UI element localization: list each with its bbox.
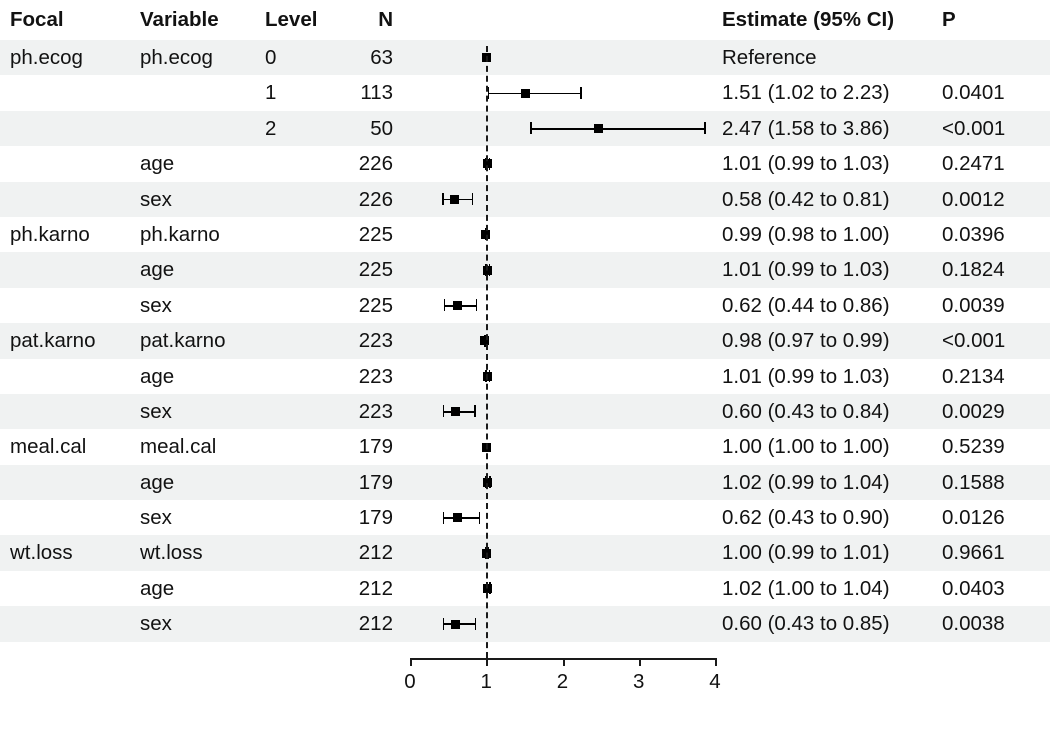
cell-level: 2 bbox=[265, 116, 277, 140]
table-row bbox=[0, 429, 1050, 464]
ci-plot-cell bbox=[410, 465, 715, 500]
cell-n: 179 bbox=[358, 470, 393, 494]
ci-cap-upper bbox=[479, 512, 481, 524]
cell-estimate: 1.01 (0.99 to 1.03) bbox=[722, 258, 890, 282]
axis-tick bbox=[410, 658, 412, 666]
ci-plot-cell bbox=[410, 217, 715, 252]
cell-variable: sex bbox=[140, 399, 172, 423]
cell-n: 225 bbox=[358, 222, 393, 246]
cell-p: <0.001 bbox=[942, 116, 1006, 140]
cell-n: 226 bbox=[358, 187, 393, 211]
cell-variable: pat.karno bbox=[140, 329, 226, 353]
estimate-marker bbox=[453, 513, 462, 522]
table-row bbox=[0, 217, 1050, 252]
cell-variable: age bbox=[140, 470, 175, 494]
table-row bbox=[0, 359, 1050, 394]
table-row bbox=[0, 500, 1050, 535]
cell-variable: wt.loss bbox=[140, 541, 203, 565]
cell-n: 223 bbox=[358, 364, 393, 388]
cell-focal: ph.karno bbox=[10, 222, 90, 246]
estimate-marker bbox=[451, 407, 460, 416]
axis-tick-label: 4 bbox=[709, 669, 721, 693]
cell-p: 0.2134 bbox=[942, 364, 1005, 388]
cell-variable: meal.cal bbox=[140, 435, 217, 459]
cell-estimate: 1.02 (0.99 to 1.04) bbox=[722, 470, 890, 494]
ci-cap-upper bbox=[580, 87, 582, 99]
ci-cap-lower bbox=[443, 512, 445, 524]
ci-plot-cell bbox=[410, 429, 715, 464]
table-row bbox=[0, 146, 1050, 181]
cell-variable: sex bbox=[140, 612, 172, 636]
reference-line bbox=[486, 46, 488, 658]
cell-variable: sex bbox=[140, 293, 172, 317]
ci-cap-upper bbox=[704, 122, 706, 134]
cell-focal: wt.loss bbox=[10, 541, 73, 565]
ci-plot-cell bbox=[410, 535, 715, 570]
axis-tick bbox=[563, 658, 565, 666]
cell-n: 63 bbox=[370, 46, 393, 69]
cell-variable: age bbox=[140, 576, 175, 600]
cell-n: 212 bbox=[358, 612, 393, 636]
table-row bbox=[0, 465, 1050, 500]
cell-p: 0.0401 bbox=[942, 81, 1005, 105]
cell-n: 212 bbox=[358, 576, 393, 600]
cell-estimate: 2.47 (1.58 to 3.86) bbox=[722, 116, 890, 140]
cell-n: 223 bbox=[358, 329, 393, 353]
table-row bbox=[0, 571, 1050, 606]
ci-plot-cell bbox=[410, 571, 715, 606]
cell-n: 225 bbox=[358, 258, 393, 282]
axis-tick-label: 1 bbox=[480, 669, 492, 693]
estimate-marker bbox=[451, 620, 460, 629]
cell-estimate: 0.60 (0.43 to 0.85) bbox=[722, 612, 890, 636]
estimate-marker bbox=[594, 124, 603, 133]
ci-plot-cell bbox=[410, 111, 715, 146]
ci-cap-lower bbox=[530, 122, 532, 134]
cell-level: 0 bbox=[265, 46, 277, 69]
cell-p: 0.0126 bbox=[942, 506, 1005, 530]
cell-variable: age bbox=[140, 152, 175, 176]
cell-variable: age bbox=[140, 258, 175, 282]
estimate-marker bbox=[450, 195, 459, 204]
cell-p: 0.1824 bbox=[942, 258, 1005, 282]
table-header-row bbox=[0, 0, 1050, 40]
ci-plot-cell bbox=[410, 500, 715, 535]
table-row bbox=[0, 606, 1050, 641]
cell-variable: sex bbox=[140, 187, 172, 211]
table-row bbox=[0, 535, 1050, 570]
cell-p: 0.0029 bbox=[942, 399, 1005, 423]
cell-focal: meal.cal bbox=[10, 435, 87, 459]
column-header-estimate: Estimate (95% CI) bbox=[722, 8, 895, 31]
ci-whisker bbox=[530, 128, 704, 130]
ci-plot-cell bbox=[410, 252, 715, 287]
cell-estimate: Reference bbox=[722, 46, 817, 69]
ci-plot-cell bbox=[410, 182, 715, 217]
x-axis bbox=[0, 658, 1050, 718]
cell-level: 1 bbox=[265, 81, 277, 105]
cell-p: 0.9661 bbox=[942, 541, 1005, 565]
ci-plot-cell bbox=[410, 146, 715, 181]
table-row bbox=[0, 323, 1050, 358]
cell-p: 0.0403 bbox=[942, 576, 1005, 600]
ci-cap-upper bbox=[474, 405, 476, 417]
axis-tick bbox=[639, 658, 641, 666]
cell-estimate: 1.02 (1.00 to 1.04) bbox=[722, 576, 890, 600]
column-header-level: Level bbox=[265, 8, 318, 31]
cell-variable: sex bbox=[140, 506, 172, 530]
axis-tick bbox=[486, 658, 488, 666]
ci-whisker bbox=[488, 93, 580, 95]
column-header-n: N bbox=[378, 8, 393, 31]
table-row bbox=[0, 182, 1050, 217]
ci-plot-cell bbox=[410, 323, 715, 358]
estimate-marker bbox=[521, 89, 530, 98]
cell-n: 223 bbox=[358, 399, 393, 423]
column-header-variable: Variable bbox=[140, 8, 219, 31]
ci-cap-upper bbox=[476, 299, 478, 311]
cell-estimate: 1.00 (0.99 to 1.01) bbox=[722, 541, 890, 565]
cell-p: 0.2471 bbox=[942, 152, 1005, 176]
column-header-p: P bbox=[942, 8, 956, 31]
ci-cap-lower bbox=[444, 299, 446, 311]
estimate-marker bbox=[453, 301, 462, 310]
cell-p: 0.1588 bbox=[942, 470, 1005, 494]
cell-variable: age bbox=[140, 364, 175, 388]
ci-plot-cell bbox=[410, 40, 715, 75]
cell-estimate: 0.60 (0.43 to 0.84) bbox=[722, 399, 890, 423]
ci-plot-cell bbox=[410, 394, 715, 429]
cell-n: 50 bbox=[370, 116, 393, 140]
cell-p: 0.0038 bbox=[942, 612, 1005, 636]
cell-estimate: 0.98 (0.97 to 0.99) bbox=[722, 329, 890, 353]
cell-estimate: 1.51 (1.02 to 2.23) bbox=[722, 81, 890, 105]
ci-cap-upper bbox=[475, 618, 477, 630]
table-row bbox=[0, 394, 1050, 429]
cell-n: 113 bbox=[360, 81, 393, 105]
cell-n: 226 bbox=[358, 152, 393, 176]
ci-plot-cell bbox=[410, 288, 715, 323]
cell-estimate: 0.62 (0.43 to 0.90) bbox=[722, 506, 890, 530]
axis-tick-label: 0 bbox=[404, 669, 416, 693]
table-row bbox=[0, 40, 1050, 75]
ci-plot-cell bbox=[410, 359, 715, 394]
ci-plot-cell bbox=[410, 606, 715, 641]
cell-p: 0.0039 bbox=[942, 293, 1005, 317]
table-row bbox=[0, 111, 1050, 146]
cell-focal: pat.karno bbox=[10, 329, 96, 353]
cell-estimate: 0.58 (0.42 to 0.81) bbox=[722, 187, 890, 211]
cell-n: 179 bbox=[358, 506, 393, 530]
cell-estimate: 1.00 (1.00 to 1.00) bbox=[722, 435, 890, 459]
axis-tick-label: 2 bbox=[556, 669, 569, 693]
table-row bbox=[0, 75, 1050, 110]
cell-p: 0.5239 bbox=[942, 435, 1005, 459]
cell-estimate: 1.01 (0.99 to 1.03) bbox=[722, 364, 890, 388]
axis-tick-label: 3 bbox=[633, 669, 645, 693]
table-row bbox=[0, 252, 1050, 287]
cell-n: 225 bbox=[358, 293, 393, 317]
table-row bbox=[0, 288, 1050, 323]
cell-estimate: 0.62 (0.44 to 0.86) bbox=[722, 293, 890, 317]
cell-variable: ph.ecog bbox=[140, 46, 213, 69]
ci-plot-cell bbox=[410, 75, 715, 110]
cell-focal: ph.ecog bbox=[10, 46, 83, 69]
ci-cap-lower bbox=[443, 405, 445, 417]
cell-variable: ph.karno bbox=[140, 222, 220, 246]
cell-estimate: 1.01 (0.99 to 1.03) bbox=[722, 152, 890, 176]
column-header-focal: Focal bbox=[10, 8, 64, 31]
ci-cap-lower bbox=[443, 618, 445, 630]
axis-tick bbox=[715, 658, 717, 666]
cell-estimate: 0.99 (0.98 to 1.00) bbox=[722, 222, 890, 246]
ci-cap-lower bbox=[442, 193, 444, 205]
cell-p: 0.0012 bbox=[942, 187, 1005, 211]
ci-cap-upper bbox=[472, 193, 474, 205]
cell-n: 179 bbox=[358, 435, 393, 459]
cell-p: <0.001 bbox=[942, 329, 1006, 353]
cell-n: 212 bbox=[358, 541, 393, 565]
cell-p: 0.0396 bbox=[942, 222, 1005, 246]
